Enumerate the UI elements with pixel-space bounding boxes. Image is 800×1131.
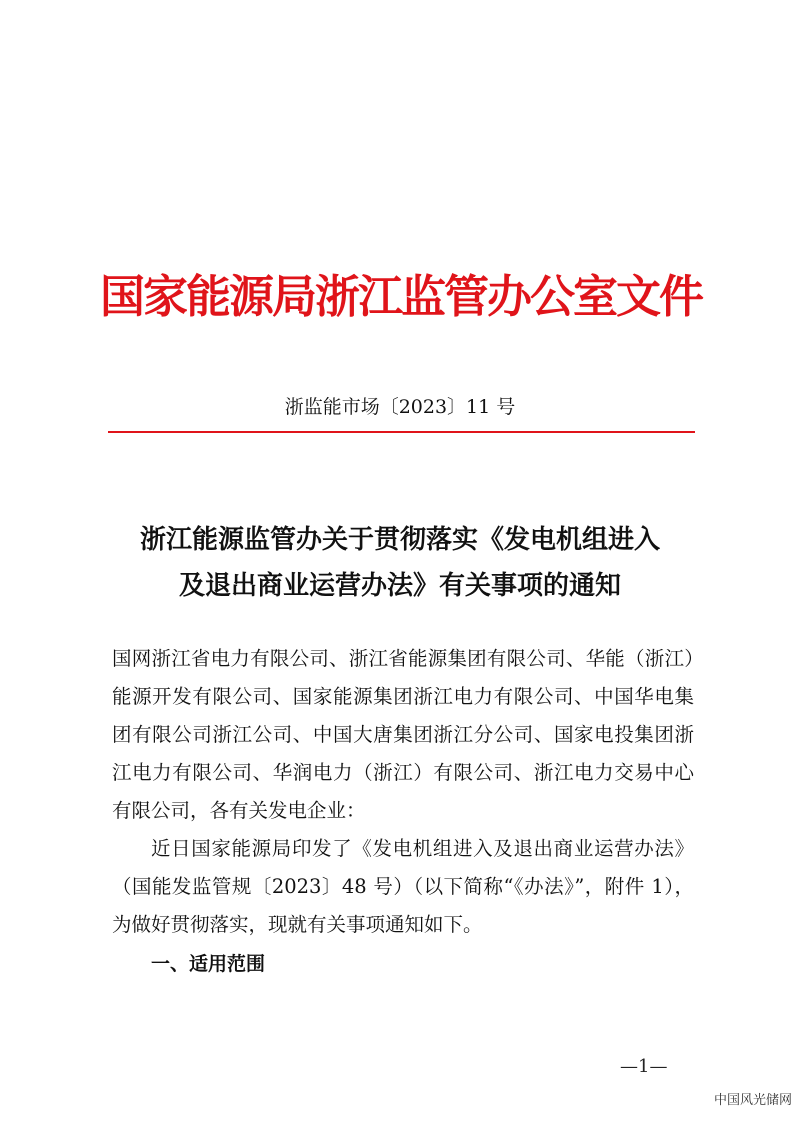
document-title	[100, 517, 700, 609]
page-number: —1—	[620, 1056, 668, 1077]
document-body	[112, 640, 694, 944]
intro-paragraph: 近日国家能源局印发了《发电机组进入及退出商业运营办法》（国能发监管规〔2023〕48 号）（以下简称“《办法》”，附件 1），为做好贯彻落实，现就有关事项通知如下。	[112, 837, 694, 936]
title-line-1: 浙江能源监管办关于贯彻落实《发电机组进入	[139, 525, 660, 555]
section-heading: 一、适用范围	[151, 953, 266, 975]
red-divider-line	[108, 431, 695, 433]
recipients-paragraph: 国网浙江省电力有限公司、浙江省能源集团有限公司、华能（浙江）能源开发有限公司、国家能源集团浙江电力有限公司、中国华电集团有限公司浙江公司、中国大唐集团浙江分公司、国家电投集团浙江电力有限公司、华润电力（浙江）有限公司、浙江电力交易中心有限公司，各有关发电企业：	[112, 647, 694, 822]
document-masthead: 国家能源局浙江监管办公室文件	[100, 270, 703, 323]
title-line-2: 及退出商业运营办法》有关事项的通知	[178, 571, 621, 601]
document-number: 浙监能市场〔2023〕11 号	[284, 396, 516, 418]
watermark-text: 中国风光储网	[713, 1093, 792, 1108]
